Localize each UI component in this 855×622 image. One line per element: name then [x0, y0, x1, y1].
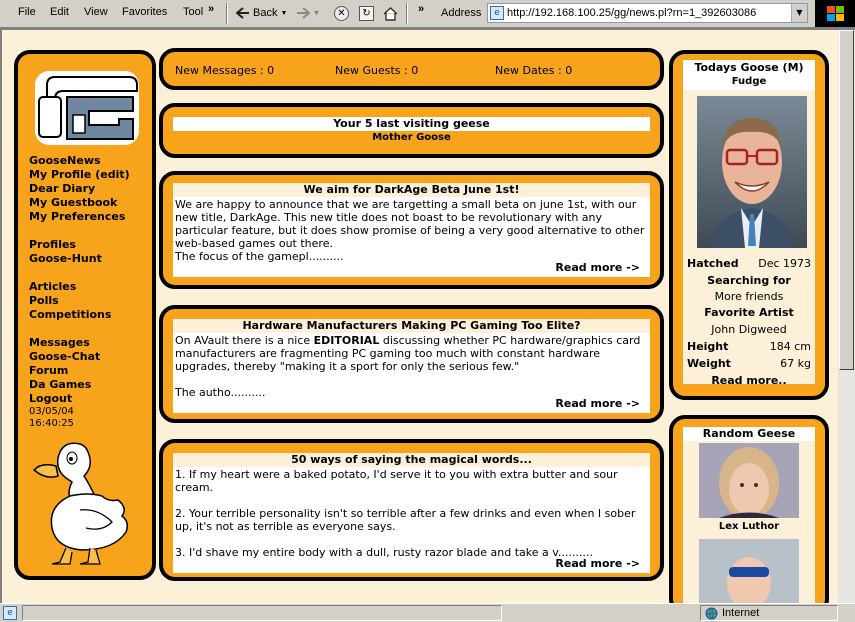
random-geese-title: Random Geese — [683, 427, 815, 441]
page-icon: e — [490, 6, 504, 20]
random-goose-photo[interactable] — [699, 539, 799, 603]
nav-articles[interactable]: Articles — [29, 280, 77, 293]
forward-arrow-icon — [296, 7, 310, 19]
gg-logo-icon — [33, 69, 141, 147]
goose-stats — [687, 256, 811, 390]
notifications-panel — [159, 48, 664, 90]
current-time: 16:40:25 — [29, 418, 74, 429]
stat-value: 184 cm — [769, 340, 811, 353]
menu-more-chevron[interactable]: » — [208, 3, 215, 15]
windows-logo-icon — [815, 0, 855, 27]
nav-competitions[interactable]: Competitions — [29, 308, 112, 321]
todays-goose-details — [683, 90, 815, 387]
menu-tools[interactable]: Tool — [183, 6, 204, 18]
new-dates-count[interactable]: New Dates : 0 — [495, 64, 573, 77]
read-more-link[interactable]: Read more -> — [555, 397, 640, 410]
browser-status-bar — [0, 603, 855, 622]
menu-view[interactable]: View — [84, 6, 108, 18]
news-body-text: On AVault there is a nice — [175, 334, 314, 347]
nav-spacer — [29, 266, 130, 280]
stop-icon: ✕ — [334, 6, 349, 21]
zone-label: Internet — [722, 607, 760, 619]
goose-read-more-link[interactable]: Read more.. — [711, 374, 787, 387]
stat-label: Hatched — [687, 257, 739, 270]
back-arrow-icon — [236, 7, 250, 19]
nav-da-games[interactable]: Da Games — [29, 378, 92, 391]
address-label: Address — [441, 7, 482, 19]
news-content — [173, 319, 650, 413]
todays-goose-panel — [669, 50, 829, 400]
back-dropdown-icon[interactable]: ▼ — [280, 9, 288, 17]
address-bar[interactable] — [487, 3, 808, 23]
refresh-icon: ↻ — [359, 6, 374, 21]
nav-my-guestbook[interactable]: My Guestbook — [29, 196, 118, 209]
news-title: 50 ways of saying the magical words... — [173, 453, 650, 467]
stop-button[interactable] — [334, 4, 349, 22]
home-icon — [383, 6, 398, 21]
sidebar-nav — [29, 154, 130, 430]
nav-polls[interactable]: Polls — [29, 294, 59, 307]
stat-height — [687, 338, 811, 355]
last-visitors-panel — [159, 103, 664, 158]
stat-value: Dec 1973 — [758, 257, 811, 270]
nav-dear-diary[interactable]: Dear Diary — [29, 182, 96, 195]
nav-profiles[interactable]: Profiles — [29, 238, 76, 251]
forward-dropdown-icon[interactable]: ▼ — [313, 9, 320, 17]
news-title: We aim for DarkAge Beta June 1st! — [173, 183, 650, 197]
editorial-link[interactable]: EDITORIAL — [313, 334, 380, 347]
news-item — [159, 305, 664, 423]
nav-goose-chat[interactable]: Goose-Chat — [29, 350, 101, 363]
scrollbar-thumb[interactable] — [839, 30, 854, 370]
nav-goose-hunt[interactable]: Goose-Hunt — [29, 252, 102, 265]
news-content — [173, 183, 650, 277]
vertical-scrollbar[interactable] — [838, 28, 855, 603]
news-title: Hardware Manufacturers Making PC Gaming Too Elite? — [173, 319, 650, 333]
toolbar-more-chevron[interactable]: » — [418, 3, 425, 15]
toolbar-separator — [226, 3, 228, 24]
stat-label: Height — [687, 340, 729, 353]
random-goose-photo[interactable] — [699, 443, 799, 518]
toolbar-separator — [406, 3, 408, 24]
news-body — [175, 334, 646, 399]
back-button[interactable] — [236, 4, 287, 22]
current-date: 03/05/04 — [29, 406, 74, 417]
menu-edit[interactable]: Edit — [50, 6, 69, 18]
address-input[interactable]: http://192.168.100.25/gg/news.pl?rn=1_392603086 — [507, 7, 757, 19]
left-sidebar — [14, 50, 156, 580]
news-item — [159, 171, 664, 289]
new-guests-count[interactable]: New Guests : 0 — [335, 64, 419, 77]
forward-button[interactable] — [296, 4, 320, 22]
news-body-text: discussing whether PC hardware/graphics card manufacturers are fragmenting PC gaming too much with constant hardware upgrades, thereby "making it a sport for only the serious few." The autho.......... — [175, 334, 641, 399]
nav-spacer — [29, 322, 130, 336]
nav-my-preferences[interactable]: My Preferences — [29, 210, 126, 223]
read-more-link[interactable]: Read more -> — [555, 261, 640, 274]
nav-my-profile[interactable]: My Profile (edit) — [29, 168, 130, 181]
nav-messages[interactable]: Messages — [29, 336, 90, 349]
stat-value: More friends — [714, 290, 784, 303]
random-geese-panel — [669, 415, 829, 603]
address-dropdown-icon[interactable]: ▼ — [791, 4, 807, 22]
todays-goose-name[interactable]: Fudge — [731, 76, 767, 87]
news-body: 1. If my heart were a baked potato, I'd serve it to you with extra butter and sour cream. 2. Your terrible personality isn't so terrible after a few drinks and even when I sober up, it's not as terrible as everyone says. 3. I'd shave my entire body with a dull, rusty razor blade and take a v.......... — [175, 468, 636, 559]
menu-favorites[interactable]: Favorites — [122, 6, 168, 18]
stat-hatched — [687, 256, 811, 272]
globe-icon — [705, 607, 718, 620]
news-item — [159, 439, 664, 581]
page-viewport — [0, 28, 838, 603]
read-more-link[interactable]: Read more -> — [555, 557, 640, 570]
menu-file[interactable]: File — [18, 6, 36, 18]
browser-toolbar — [0, 0, 855, 28]
refresh-button[interactable] — [359, 4, 374, 22]
news-body: We are happy to announce that we are targetting a small beta on june 1st, with our new title, DarkAge. This new title does not boast to be revolutionary with any particular feature, but it does show promise of being a very good alternative to other web-based games out there. The focus of the gamepl.......... — [175, 198, 645, 263]
random-goose-name[interactable]: Lex Luthor — [718, 521, 780, 532]
stat-weight — [687, 355, 811, 372]
last-visitor-name[interactable]: Mother Goose — [372, 132, 451, 143]
stat-label: Favorite Artist — [704, 306, 794, 319]
status-text-area — [22, 605, 502, 621]
nav-goosenews[interactable]: GooseNews — [29, 154, 101, 167]
todays-goose-title: Todays Goose (M) — [694, 61, 804, 74]
stat-value: 67 kg — [780, 357, 811, 370]
home-button[interactable] — [383, 4, 398, 22]
back-label: Back — [253, 7, 278, 19]
random-geese-list — [683, 441, 815, 603]
stat-label: Weight — [687, 357, 731, 370]
nav-forum[interactable]: Forum — [29, 364, 69, 377]
nav-spacer — [29, 224, 130, 238]
stat-label: Searching for — [707, 274, 791, 287]
duck-mascot-icon — [32, 436, 132, 568]
new-messages-count[interactable]: New Messages : 0 — [175, 64, 275, 77]
stat-value: John Digweed — [711, 323, 787, 336]
goose-profile-photo[interactable] — [697, 96, 807, 248]
security-zone — [700, 605, 838, 621]
todays-goose-header — [683, 60, 815, 90]
last-visitors-title: Your 5 last visiting geese — [173, 117, 650, 131]
nav-logout[interactable]: Logout — [29, 392, 73, 405]
page-status-icon: e — [3, 606, 17, 620]
news-content — [173, 453, 650, 573]
